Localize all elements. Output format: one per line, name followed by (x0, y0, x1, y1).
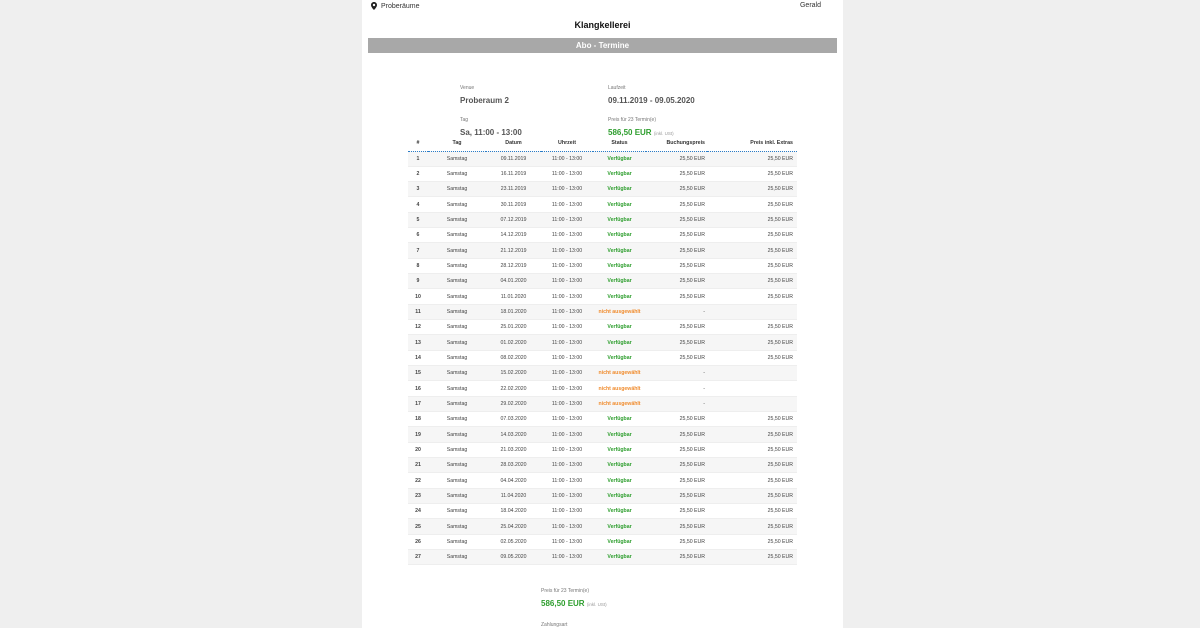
row-status: Verfügbar (593, 504, 646, 519)
row-price-extras: 25,50 EUR (707, 320, 797, 335)
row-date: 21.03.2020 (486, 442, 541, 457)
row-number: 21 (408, 458, 428, 473)
row-number: 5 (408, 212, 428, 227)
table-row (408, 243, 797, 258)
row-day: Samstag (428, 182, 486, 197)
row-time: 11:00 - 13:00 (541, 366, 593, 381)
row-booking-price: - (646, 381, 707, 396)
table-row (408, 350, 797, 365)
row-booking-price: 25,50 EUR (646, 534, 707, 549)
row-price-extras (707, 381, 797, 396)
venue-label: Venue (460, 85, 475, 91)
tag-field (460, 117, 522, 137)
col-booking-price: Buchungspreis (646, 136, 707, 151)
location-label: Proberäume (381, 2, 420, 10)
row-status: Verfügbar (593, 350, 646, 365)
row-date: 18.04.2020 (486, 504, 541, 519)
row-status: Verfügbar (593, 289, 646, 304)
row-price-extras: 25,50 EUR (707, 488, 797, 503)
row-booking-price: 25,50 EUR (646, 412, 707, 427)
table-row (408, 396, 797, 411)
row-booking-price: 25,50 EUR (646, 488, 707, 503)
row-price-extras: 25,50 EUR (707, 212, 797, 227)
row-date: 09.11.2019 (486, 151, 541, 166)
row-time: 11:00 - 13:00 (541, 427, 593, 442)
summary-price-amount: 586,50 EUR (541, 599, 585, 608)
summary-price-label: Preis für 23 Termin(e) (541, 588, 589, 594)
row-time: 11:00 - 13:00 (541, 442, 593, 457)
row-day: Samstag (428, 274, 486, 289)
row-date: 04.04.2020 (486, 473, 541, 488)
row-number: 18 (408, 412, 428, 427)
row-time: 11:00 - 13:00 (541, 182, 593, 197)
laufzeit-field (608, 85, 695, 105)
row-booking-price: 25,50 EUR (646, 243, 707, 258)
row-number: 1 (408, 151, 428, 166)
row-price-extras: 25,50 EUR (707, 289, 797, 304)
row-time: 11:00 - 13:00 (541, 320, 593, 335)
row-price-extras (707, 366, 797, 381)
row-time: 11:00 - 13:00 (541, 243, 593, 258)
row-day: Samstag (428, 396, 486, 411)
row-time: 11:00 - 13:00 (541, 458, 593, 473)
row-price-extras: 25,50 EUR (707, 182, 797, 197)
row-number: 25 (408, 519, 428, 534)
col-price-extras: Preis inkl. Extras (707, 136, 797, 151)
row-number: 19 (408, 427, 428, 442)
row-day: Samstag (428, 304, 486, 319)
row-booking-price: 25,50 EUR (646, 458, 707, 473)
table-row (408, 228, 797, 243)
table-row (408, 412, 797, 427)
row-date: 25.04.2020 (486, 519, 541, 534)
row-date: 15.02.2020 (486, 366, 541, 381)
row-status: nicht ausgewählt (593, 381, 646, 396)
row-day: Samstag (428, 504, 486, 519)
table-row (408, 212, 797, 227)
row-number: 7 (408, 243, 428, 258)
row-booking-price: 25,50 EUR (646, 519, 707, 534)
table-row (408, 274, 797, 289)
row-date: 01.02.2020 (486, 335, 541, 350)
row-time: 11:00 - 13:00 (541, 151, 593, 166)
row-day: Samstag (428, 488, 486, 503)
row-time: 11:00 - 13:00 (541, 212, 593, 227)
row-price-extras: 25,50 EUR (707, 243, 797, 258)
row-booking-price: 25,50 EUR (646, 228, 707, 243)
table-row (408, 550, 797, 565)
row-status: Verfügbar (593, 427, 646, 442)
row-day: Samstag (428, 166, 486, 181)
row-price-extras: 25,50 EUR (707, 473, 797, 488)
location-link[interactable] (371, 2, 420, 10)
table-row (408, 366, 797, 381)
top-bar (362, 0, 843, 14)
row-price-extras: 25,50 EUR (707, 550, 797, 565)
page (362, 0, 843, 628)
row-time: 11:00 - 13:00 (541, 504, 593, 519)
table-row (408, 289, 797, 304)
row-date: 14.12.2019 (486, 228, 541, 243)
row-price-extras: 25,50 EUR (707, 427, 797, 442)
row-status: Verfügbar (593, 488, 646, 503)
row-status: Verfügbar (593, 442, 646, 457)
row-number: 22 (408, 473, 428, 488)
price-field (608, 117, 674, 137)
row-booking-price: 25,50 EUR (646, 258, 707, 273)
row-date: 28.12.2019 (486, 258, 541, 273)
table-row (408, 473, 797, 488)
row-price-extras: 25,50 EUR (707, 504, 797, 519)
row-number: 20 (408, 442, 428, 457)
row-day: Samstag (428, 550, 486, 565)
row-status: Verfügbar (593, 550, 646, 565)
row-price-extras: 25,50 EUR (707, 197, 797, 212)
tag-value: Sa, 11:00 - 13:00 (460, 128, 522, 137)
row-booking-price: 25,50 EUR (646, 550, 707, 565)
row-date: 21.12.2019 (486, 243, 541, 258)
table-row (408, 335, 797, 350)
row-status: Verfügbar (593, 212, 646, 227)
price-label: Preis für 23 Termin(e) (608, 117, 656, 123)
col-day: Tag (428, 136, 486, 151)
table-row (408, 166, 797, 181)
row-time: 11:00 - 13:00 (541, 519, 593, 534)
row-time: 11:00 - 13:00 (541, 488, 593, 503)
row-date: 28.03.2020 (486, 458, 541, 473)
row-price-extras: 25,50 EUR (707, 166, 797, 181)
appointments-table (408, 136, 797, 565)
row-time: 11:00 - 13:00 (541, 381, 593, 396)
row-price-extras: 25,50 EUR (707, 274, 797, 289)
row-day: Samstag (428, 458, 486, 473)
table-row (408, 427, 797, 442)
subscription-info (362, 53, 843, 149)
row-number: 13 (408, 335, 428, 350)
row-booking-price: 25,50 EUR (646, 197, 707, 212)
table-row (408, 534, 797, 549)
row-booking-price: 25,50 EUR (646, 427, 707, 442)
row-number: 6 (408, 228, 428, 243)
row-date: 08.02.2020 (486, 350, 541, 365)
row-number: 11 (408, 304, 428, 319)
row-day: Samstag (428, 366, 486, 381)
row-status: Verfügbar (593, 197, 646, 212)
row-status: Verfügbar (593, 243, 646, 258)
row-day: Samstag (428, 320, 486, 335)
row-booking-price: 25,50 EUR (646, 335, 707, 350)
row-time: 11:00 - 13:00 (541, 258, 593, 273)
table-row (408, 182, 797, 197)
row-day: Samstag (428, 534, 486, 549)
table-row (408, 258, 797, 273)
row-number: 9 (408, 274, 428, 289)
row-status: nicht ausgewählt (593, 304, 646, 319)
table-row (408, 151, 797, 166)
row-date: 25.01.2020 (486, 320, 541, 335)
col-date: Datum (486, 136, 541, 151)
row-number: 3 (408, 182, 428, 197)
row-price-extras: 25,50 EUR (707, 442, 797, 457)
row-number: 4 (408, 197, 428, 212)
row-price-extras: 25,50 EUR (707, 350, 797, 365)
row-price-extras: 25,50 EUR (707, 335, 797, 350)
row-booking-price: - (646, 396, 707, 411)
row-status: Verfügbar (593, 412, 646, 427)
row-day: Samstag (428, 151, 486, 166)
row-number: 24 (408, 504, 428, 519)
table-row (408, 320, 797, 335)
row-number: 15 (408, 366, 428, 381)
row-number: 2 (408, 166, 428, 181)
row-booking-price: 25,50 EUR (646, 504, 707, 519)
row-status: Verfügbar (593, 320, 646, 335)
row-time: 11:00 - 13:00 (541, 412, 593, 427)
row-booking-price: 25,50 EUR (646, 473, 707, 488)
col-status: Status (593, 136, 646, 151)
row-time: 11:00 - 13:00 (541, 350, 593, 365)
row-day: Samstag (428, 350, 486, 365)
row-day: Samstag (428, 473, 486, 488)
row-date: 16.11.2019 (486, 166, 541, 181)
col-number: # (408, 136, 428, 151)
row-date: 04.01.2020 (486, 274, 541, 289)
row-date: 02.05.2020 (486, 534, 541, 549)
table-row (408, 519, 797, 534)
row-booking-price: 25,50 EUR (646, 320, 707, 335)
row-number: 17 (408, 396, 428, 411)
row-status: Verfügbar (593, 166, 646, 181)
row-time: 11:00 - 13:00 (541, 274, 593, 289)
row-number: 12 (408, 320, 428, 335)
row-day: Samstag (428, 519, 486, 534)
row-day: Samstag (428, 427, 486, 442)
row-booking-price: 25,50 EUR (646, 350, 707, 365)
row-booking-price: 25,50 EUR (646, 212, 707, 227)
row-status: Verfügbar (593, 258, 646, 273)
row-price-extras (707, 304, 797, 319)
row-date: 29.02.2020 (486, 396, 541, 411)
row-price-extras (707, 396, 797, 411)
row-date: 22.02.2020 (486, 381, 541, 396)
row-date: 07.03.2020 (486, 412, 541, 427)
table-row (408, 458, 797, 473)
row-status: Verfügbar (593, 151, 646, 166)
row-number: 23 (408, 488, 428, 503)
row-time: 11:00 - 13:00 (541, 166, 593, 181)
row-time: 11:00 - 13:00 (541, 289, 593, 304)
summary-price-note: (inkl. USt) (586, 602, 607, 607)
table-header-row (408, 136, 797, 151)
row-status: Verfügbar (593, 458, 646, 473)
summary (541, 588, 607, 628)
row-date: 09.05.2020 (486, 550, 541, 565)
brand-title: Klangkellerei (574, 20, 631, 30)
row-price-extras: 25,50 EUR (707, 258, 797, 273)
payment-method-label: Zahlungsart (541, 622, 568, 628)
row-number: 14 (408, 350, 428, 365)
price-amount: 586,50 EUR (608, 128, 652, 137)
row-price-extras: 25,50 EUR (707, 412, 797, 427)
row-time: 11:00 - 13:00 (541, 228, 593, 243)
venue-value: Proberaum 2 (460, 96, 509, 105)
row-status: Verfügbar (593, 228, 646, 243)
row-booking-price: 25,50 EUR (646, 289, 707, 304)
row-status: Verfügbar (593, 519, 646, 534)
row-time: 11:00 - 13:00 (541, 335, 593, 350)
row-booking-price: 25,50 EUR (646, 182, 707, 197)
row-time: 11:00 - 13:00 (541, 396, 593, 411)
row-day: Samstag (428, 258, 486, 273)
row-number: 26 (408, 534, 428, 549)
row-number: 10 (408, 289, 428, 304)
row-price-extras: 25,50 EUR (707, 151, 797, 166)
laufzeit-value: 09.11.2019 - 09.05.2020 (608, 96, 695, 105)
row-date: 11.04.2020 (486, 488, 541, 503)
row-time: 11:00 - 13:00 (541, 304, 593, 319)
table-row (408, 504, 797, 519)
price-note: (inkl. USt) (653, 131, 674, 136)
tag-label: Tag (460, 117, 469, 123)
row-status: Verfügbar (593, 473, 646, 488)
row-booking-price: - (646, 366, 707, 381)
row-time: 11:00 - 13:00 (541, 197, 593, 212)
col-time: Uhrzeit (541, 136, 593, 151)
row-date: 11.01.2020 (486, 289, 541, 304)
row-number: 27 (408, 550, 428, 565)
row-date: 23.11.2019 (486, 182, 541, 197)
row-number: 8 (408, 258, 428, 273)
laufzeit-label: Laufzeit (608, 85, 626, 91)
row-date: 14.03.2020 (486, 427, 541, 442)
row-date: 18.01.2020 (486, 304, 541, 319)
row-date: 07.12.2019 (486, 212, 541, 227)
row-price-extras: 25,50 EUR (707, 228, 797, 243)
row-status: Verfügbar (593, 182, 646, 197)
user-menu[interactable]: Gerald (799, 2, 821, 9)
table-row (408, 442, 797, 457)
table-row (408, 381, 797, 396)
row-day: Samstag (428, 412, 486, 427)
venue-field (460, 85, 509, 105)
table-row (408, 304, 797, 319)
row-booking-price: 25,50 EUR (646, 151, 707, 166)
row-day: Samstag (428, 442, 486, 457)
row-day: Samstag (428, 212, 486, 227)
table-row (408, 488, 797, 503)
row-time: 11:00 - 13:00 (541, 473, 593, 488)
row-status: Verfügbar (593, 274, 646, 289)
row-date: 30.11.2019 (486, 197, 541, 212)
section-banner: Abo - Termine (368, 38, 837, 53)
row-day: Samstag (428, 197, 486, 212)
row-booking-price: 25,50 EUR (646, 442, 707, 457)
row-price-extras: 25,50 EUR (707, 458, 797, 473)
row-status: Verfügbar (593, 335, 646, 350)
row-time: 11:00 - 13:00 (541, 550, 593, 565)
row-day: Samstag (428, 243, 486, 258)
row-day: Samstag (428, 289, 486, 304)
table-row (408, 197, 797, 212)
summary-price-value (541, 599, 607, 608)
row-booking-price: 25,50 EUR (646, 166, 707, 181)
row-status: nicht ausgewählt (593, 396, 646, 411)
row-status: Verfügbar (593, 534, 646, 549)
row-booking-price: 25,50 EUR (646, 274, 707, 289)
map-pin-icon (371, 2, 377, 10)
row-day: Samstag (428, 228, 486, 243)
row-number: 16 (408, 381, 428, 396)
row-time: 11:00 - 13:00 (541, 534, 593, 549)
row-price-extras: 25,50 EUR (707, 534, 797, 549)
row-status: nicht ausgewählt (593, 366, 646, 381)
row-price-extras: 25,50 EUR (707, 519, 797, 534)
row-day: Samstag (428, 335, 486, 350)
row-day: Samstag (428, 381, 486, 396)
row-booking-price: - (646, 304, 707, 319)
